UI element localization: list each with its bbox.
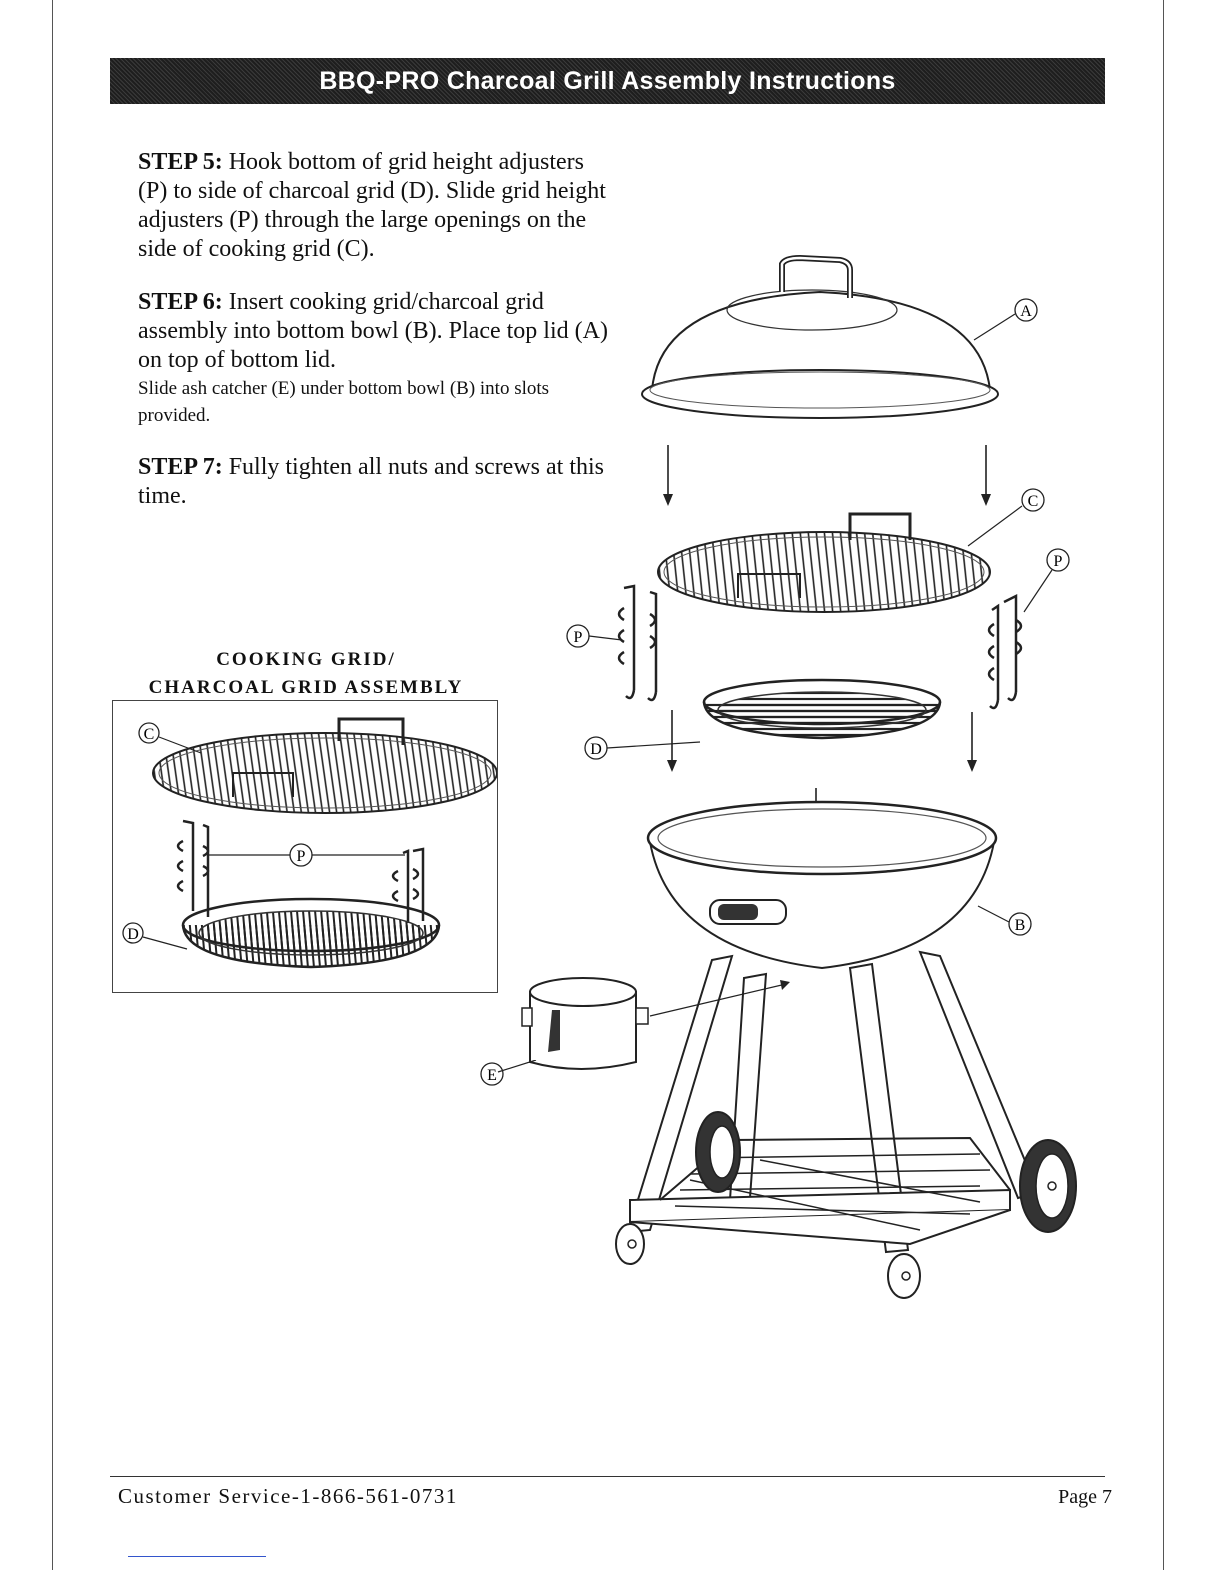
inset-title-line1: COOKING GRID/ xyxy=(216,649,396,670)
grid-height-adjuster-right xyxy=(989,596,1021,708)
callout-a-label: A xyxy=(1020,303,1032,320)
step-text: Hook bottom of grid height adjusters (P) to side of charcoal grid (D). Slide grid height adjusters (P) through the large openings on the side of cooking grid (C). xyxy=(138,149,606,262)
step-label: STEP 7: xyxy=(138,454,223,480)
callout-p-label: P xyxy=(296,848,306,865)
page-title: BBQ-PRO Charcoal Grill Assembly Instructions xyxy=(319,66,896,95)
charcoal-grid xyxy=(704,680,940,738)
grill-stand xyxy=(628,952,1038,1252)
inset-diagram-box xyxy=(112,700,498,993)
callout-p-right-label: P xyxy=(1053,553,1063,570)
callout-c-label: C xyxy=(1027,493,1039,510)
callout-e-connector xyxy=(480,1060,540,1100)
callout-b-label: B xyxy=(1014,917,1026,934)
cooking-grid xyxy=(658,514,990,612)
step-text: Insert cooking grid/charcoal grid assembly into bottom bowl (B). Place top lid (A) on top of bottom lid. xyxy=(138,289,608,373)
bottom-bowl xyxy=(648,802,996,968)
link-underline xyxy=(128,1556,266,1557)
step-label: STEP 6: xyxy=(138,289,223,315)
step-label: STEP 5: xyxy=(138,149,223,175)
footer-divider xyxy=(110,1476,1105,1477)
grid-assembly-illustration xyxy=(113,701,497,991)
wheel-left xyxy=(696,1112,740,1192)
page-number: Page 7 xyxy=(1058,1486,1112,1508)
step-text: Fully tighten all nuts and screws at this time. xyxy=(138,454,604,509)
top-lid xyxy=(642,258,998,418)
customer-service: Customer Service-1-866-561-0731 xyxy=(118,1484,458,1508)
callout-d-label: D xyxy=(127,926,139,943)
callout-c-label: C xyxy=(143,726,155,743)
grid-height-adjuster-left xyxy=(619,586,656,700)
grid-height-adjuster-left xyxy=(178,821,208,917)
callout-d-label: D xyxy=(590,741,602,758)
callout-e-label: E xyxy=(487,1067,497,1084)
callout-p-left-label: P xyxy=(573,629,583,646)
cooking-grid xyxy=(153,733,497,813)
header-bar xyxy=(110,58,1105,104)
step-note: Slide ash catcher (E) under bottom bowl (B) into slots provided. xyxy=(138,378,550,426)
exploded-grill-diagram xyxy=(487,240,1100,1315)
grill-illustration xyxy=(487,240,1100,1310)
inset-title xyxy=(112,646,500,702)
wheel-right xyxy=(1020,1140,1076,1232)
inset-title-line2: CHARCOAL GRID ASSEMBLY xyxy=(148,677,464,698)
